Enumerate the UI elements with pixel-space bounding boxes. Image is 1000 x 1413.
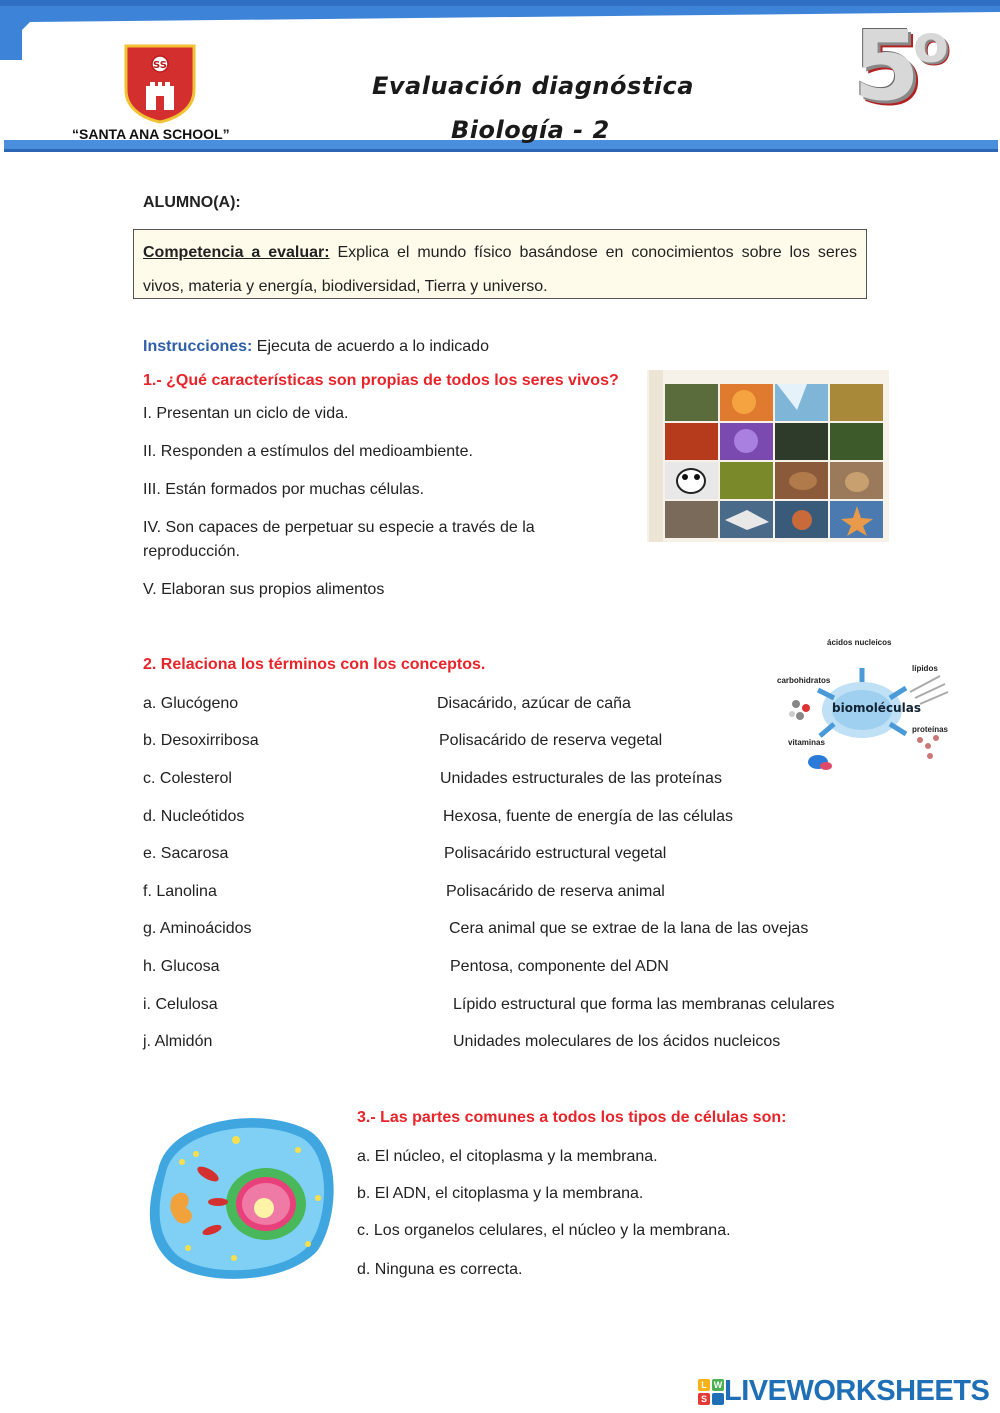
biomolecules-label: lípidos bbox=[912, 664, 938, 673]
instructions bbox=[143, 338, 489, 356]
q2-term: g. Aminoácidos bbox=[143, 920, 252, 937]
liveworksheets-logo-icon bbox=[698, 1379, 724, 1405]
q2-term: h. Glucosa bbox=[143, 958, 220, 975]
q2-term: d. Nucleótidos bbox=[143, 808, 245, 825]
q2-term: b. Desoxirribosa bbox=[143, 732, 259, 749]
q3-title: 3.- Las partes comunes a todos los tipos de células son: bbox=[357, 1109, 787, 1126]
grade-suffix: o bbox=[913, 15, 949, 75]
q3-option: d. Ninguna es correcta. bbox=[357, 1261, 523, 1278]
q3-option: b. El ADN, el citoplasma y la membrana. bbox=[357, 1185, 644, 1202]
page-title: Evaluación diagnóstica bbox=[372, 72, 694, 100]
q1-option: I. Presentan un ciclo de vida. bbox=[143, 405, 349, 422]
q2-concept: Unidades moleculares de los ácidos nucleicos bbox=[453, 1033, 781, 1050]
q1-option: reproducción. bbox=[143, 543, 240, 560]
biomolecules-label: vitaminas bbox=[788, 738, 825, 747]
instructions-text: Ejecuta de acuerdo a lo indicado bbox=[252, 338, 489, 355]
q2-concept: Polisacárido estructural vegetal bbox=[444, 845, 667, 862]
q3-option: a. El núcleo, el citoplasma y la membrana. bbox=[357, 1148, 658, 1165]
q1-option: II. Responden a estímulos del medioambiente. bbox=[143, 443, 473, 460]
q2-concept: Polisacárido de reserva animal bbox=[446, 883, 665, 900]
q2-concept: Cera animal que se extrae de la lana de las ovejas bbox=[449, 920, 809, 937]
q2-concept: Unidades estructurales de las proteínas bbox=[440, 770, 722, 787]
q2-term: j. Almidón bbox=[143, 1033, 213, 1050]
q2-concept: Pentosa, componente del ADN bbox=[450, 958, 669, 975]
page-subtitle: Biología - 2 bbox=[451, 116, 610, 144]
q3-option: c. Los organelos celulares, el núcleo y la membrana. bbox=[357, 1222, 731, 1239]
q2-term: i. Celulosa bbox=[143, 996, 218, 1013]
competencia-text: Explica el mundo físico basándose en conocimientos sobre los seres vivos, materia y energía, biodiversidad, Tierra y universo. bbox=[143, 244, 858, 295]
logo-letter: L bbox=[698, 1379, 710, 1391]
animal-cell-image bbox=[138, 1110, 338, 1282]
q2-concept: Polisacárido de reserva vegetal bbox=[439, 732, 663, 749]
q2-concept: Lípido estructural que forma las membranas celulares bbox=[453, 996, 835, 1013]
biomolecules-center-label: biomoléculas bbox=[832, 701, 921, 715]
logo-letter: W bbox=[713, 1380, 723, 1390]
q2-term: e. Sacarosa bbox=[143, 845, 229, 862]
q1-option: V. Elaboran sus propios alimentos bbox=[143, 581, 385, 598]
q2-term: c. Colesterol bbox=[143, 770, 232, 787]
q2-concept: Disacárido, azúcar de caña bbox=[437, 695, 631, 712]
competencia-label: Competencia a evaluar: bbox=[143, 244, 330, 261]
competencia-box bbox=[133, 229, 867, 299]
grade-number: 5 bbox=[853, 10, 920, 122]
q2-concept: Hexosa, fuente de energía de las células bbox=[443, 808, 733, 825]
q2-term: a. Glucógeno bbox=[143, 695, 239, 712]
logo-letter: S bbox=[698, 1393, 710, 1405]
liveworksheets-brand[interactable]: LIVEWORKSHEETS bbox=[724, 1375, 990, 1407]
q1-option: III. Están formados por muchas células. bbox=[143, 481, 425, 498]
q1-option: IV. Son capaces de perpetuar su especie a través de la bbox=[143, 519, 535, 536]
biomolecules-label: carbohidratos bbox=[777, 676, 831, 685]
school-name: “SANTA ANA SCHOOL” bbox=[72, 126, 230, 142]
biodiversity-collage-image bbox=[647, 370, 889, 542]
school-shield-icon bbox=[122, 44, 198, 124]
q1-title: 1.- ¿Qué características son propias de todos los seres vivos? bbox=[143, 372, 619, 389]
instructions-label: Instrucciones: bbox=[143, 338, 253, 355]
student-label: ALUMNO(A): bbox=[143, 194, 241, 211]
q2-term: f. Lanolina bbox=[143, 883, 217, 900]
biomolecules-label: ácidos nucleicos bbox=[827, 638, 892, 647]
svg-text:SS: SS bbox=[153, 60, 167, 71]
q2-title: 2. Relaciona los términos con los conceptos. bbox=[143, 656, 486, 673]
biomolecules-label: proteínas bbox=[912, 725, 949, 734]
grade-badge bbox=[853, 10, 953, 126]
biomolecules-diagram bbox=[770, 632, 955, 777]
